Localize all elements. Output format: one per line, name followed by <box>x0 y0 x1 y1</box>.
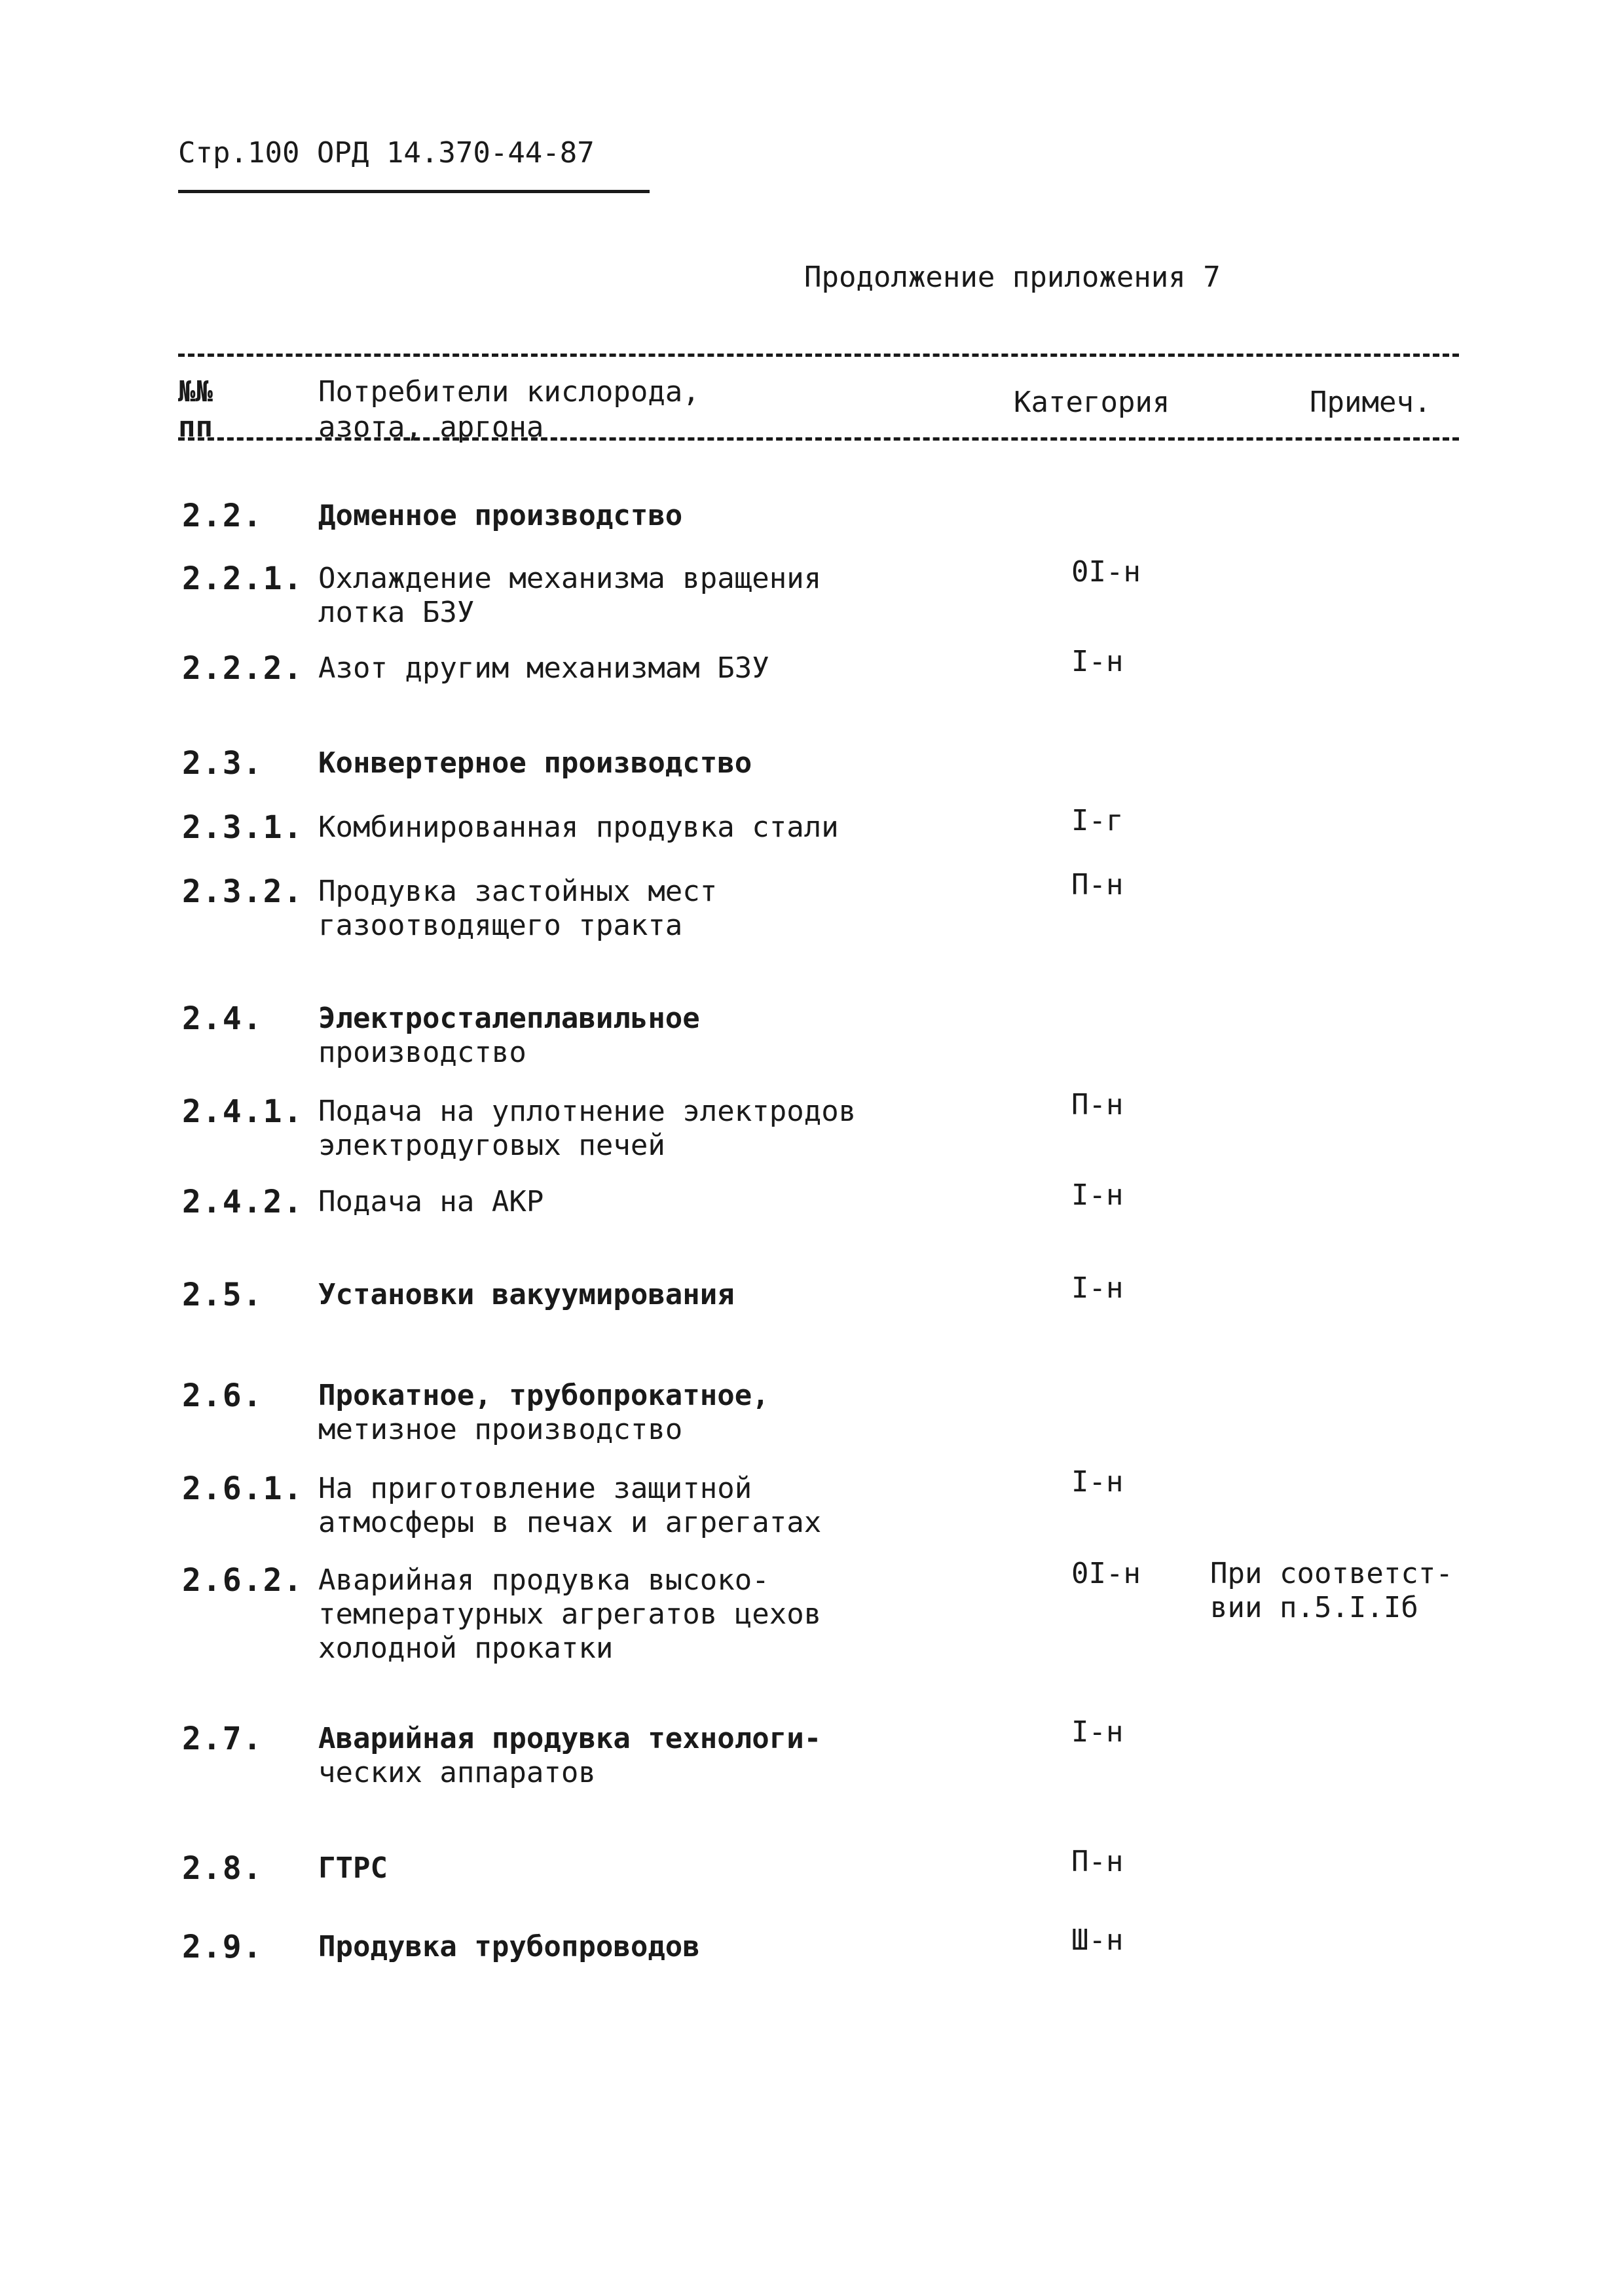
consumer-name-line: Прокатное, трубопрокатное, <box>318 1379 769 1412</box>
row-number: 2.3. <box>182 745 263 782</box>
row-category: I-г <box>1071 804 1124 837</box>
row-number: 2.2.1. <box>182 560 304 597</box>
row-consumer-name <box>318 1278 735 1312</box>
column-header-note: Примеч. <box>1310 386 1431 419</box>
consumer-name-line: Конвертерное производство <box>318 746 752 780</box>
consumer-name-line: Подача на уплотнение электродов <box>318 1095 857 1128</box>
consumer-name-line: холодной прокатки <box>318 1631 614 1665</box>
row-category: 0I-н <box>1071 555 1141 589</box>
consumer-name-line: Охлаждение механизма вращения <box>318 562 822 595</box>
consumer-name-line: Установки вакуумирования <box>318 1278 735 1311</box>
row-number: 2.4. <box>182 1000 263 1037</box>
consumer-name-line: лотка БЗУ <box>318 596 475 629</box>
consumer-name-line: метизное производство <box>318 1413 683 1446</box>
consumer-name-line: Подача на АКР <box>318 1185 544 1218</box>
column-header-number-line1: №№ <box>178 375 213 409</box>
consumer-name-line: На приготовление защитной <box>318 1472 752 1505</box>
row-number: 2.2.2. <box>182 650 304 687</box>
consumer-name-line: производство <box>318 1036 526 1069</box>
column-header-number <box>178 374 213 445</box>
consumer-name-line: газоотводящего тракта <box>318 909 683 942</box>
continuation-title: Продолжение приложения 7 <box>804 261 1221 294</box>
row-consumer-name <box>318 875 717 943</box>
row-consumer-name <box>318 1851 388 1886</box>
note-line: вии п.5.I.Iб <box>1210 1591 1418 1624</box>
row-category: I-н <box>1071 1715 1124 1749</box>
consumer-name-line: Продувка застойных мест <box>318 875 718 908</box>
header-underline <box>178 190 650 193</box>
note-line: При соответст- <box>1210 1557 1453 1590</box>
column-header-category: Категория <box>1014 386 1170 419</box>
row-consumer-name <box>318 499 682 533</box>
consumer-name-line: ческих аппаратов <box>318 1756 596 1789</box>
row-consumer-name <box>318 811 839 845</box>
row-category: I-н <box>1071 1465 1124 1499</box>
column-header-number-line2: пп <box>178 410 213 444</box>
table-top-rule <box>178 354 1459 357</box>
row-category: I-н <box>1071 1178 1124 1212</box>
row-category: П-н <box>1071 868 1124 902</box>
consumer-name-line: Аварийная продувка высоко- <box>318 1563 769 1597</box>
consumer-name-line: Азот другим механизмам БЗУ <box>318 651 769 685</box>
row-category: 0I-н <box>1071 1557 1141 1590</box>
consumer-name-line: Аварийная продувка технологи- <box>318 1722 822 1755</box>
row-number: 2.2. <box>182 498 263 534</box>
row-category: I-н <box>1071 1271 1124 1305</box>
row-consumer-name <box>318 1930 700 1964</box>
row-consumer-name <box>318 1472 821 1540</box>
consumer-name-line: Комбинированная продувка стали <box>318 811 839 844</box>
row-note <box>1210 1557 1453 1625</box>
table-header-rule <box>178 437 1459 441</box>
row-category: I-н <box>1071 645 1124 678</box>
row-consumer-name <box>318 1185 544 1219</box>
column-header-name <box>318 374 700 445</box>
row-number: 2.6.2. <box>182 1562 304 1599</box>
row-number: 2.7. <box>182 1721 263 1757</box>
consumer-name-line: атмосферы в печах и агрегатах <box>318 1506 822 1539</box>
consumer-name-line: Электросталеплавильное <box>318 1002 700 1035</box>
row-number: 2.6. <box>182 1377 263 1414</box>
row-consumer-name <box>318 1563 821 1666</box>
column-header-name-line2: азота, аргона <box>318 410 544 444</box>
row-consumer-name <box>318 1095 856 1163</box>
row-consumer-name <box>318 746 752 780</box>
page-reference: Стр.100 ОРД 14.370-44-87 <box>178 136 595 170</box>
row-consumer-name <box>318 562 821 630</box>
row-number: 2.3.2. <box>182 873 304 910</box>
row-number: 2.3.1. <box>182 809 304 846</box>
row-number: 2.5. <box>182 1277 263 1313</box>
row-number: 2.6.1. <box>182 1470 304 1507</box>
consumer-name-line: ГТРС <box>318 1851 388 1885</box>
row-number: 2.4.1. <box>182 1093 304 1130</box>
row-consumer-name <box>318 1379 769 1447</box>
row-number: 2.4.2. <box>182 1184 304 1220</box>
row-category: П-н <box>1071 1088 1124 1121</box>
row-category: П-н <box>1071 1845 1124 1878</box>
consumer-name-line: Доменное производство <box>318 499 683 532</box>
row-number: 2.8. <box>182 1850 263 1887</box>
consumer-name-line: Продувка трубопроводов <box>318 1930 700 1963</box>
row-consumer-name <box>318 1002 700 1070</box>
consumer-name-line: электродуговых печей <box>318 1129 665 1162</box>
row-category: Ш-н <box>1071 1923 1124 1957</box>
row-consumer-name <box>318 651 769 685</box>
column-header-name-line1: Потребители кислорода, <box>318 375 700 409</box>
row-number: 2.9. <box>182 1929 263 1965</box>
row-consumer-name <box>318 1722 821 1790</box>
consumer-name-line: температурных агрегатов цехов <box>318 1597 822 1631</box>
